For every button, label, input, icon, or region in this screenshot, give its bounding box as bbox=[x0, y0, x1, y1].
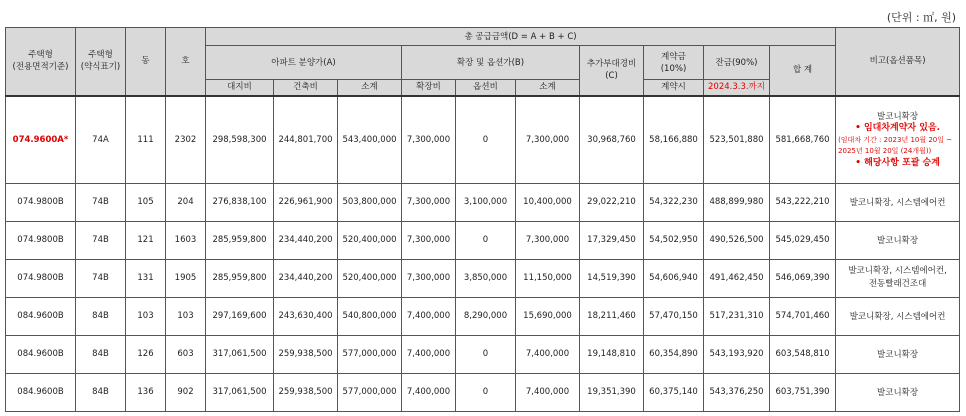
cell-ho: 204 bbox=[166, 183, 206, 221]
cell-short: 74B bbox=[76, 221, 126, 259]
cell-subtotal-a: 520,400,000 bbox=[338, 221, 402, 259]
header-total: 총 공급금액(D = A + B + C) bbox=[206, 28, 836, 46]
cell-dong: 105 bbox=[126, 183, 166, 221]
header-deposit-when: 계약시 bbox=[644, 80, 704, 96]
remark-text: 발코니확장 bbox=[877, 111, 919, 122]
cell-subtotal-b: 7,400,000 bbox=[516, 373, 580, 411]
cell-extra: 19,351,390 bbox=[580, 373, 644, 411]
header-dong: 동 bbox=[126, 28, 166, 96]
cell-short: 84B bbox=[76, 297, 126, 335]
cell-balance: 488,899,980 bbox=[704, 183, 770, 221]
table-row bbox=[6, 183, 960, 221]
header-subtotal-b: 소계 bbox=[516, 80, 580, 96]
cell-building: 234,440,200 bbox=[274, 221, 338, 259]
cell-subtotal-b: 11,150,000 bbox=[516, 259, 580, 297]
cell-option: 0 bbox=[456, 373, 516, 411]
cell-subtotal-b: 7,300,000 bbox=[516, 221, 580, 259]
header-option: 옵션비 bbox=[456, 80, 516, 96]
header-ext-opt: 확장 및 옵션가(B) bbox=[402, 46, 580, 80]
header-extra-cost: 추가부대경비(C) bbox=[580, 46, 644, 96]
cell-dong: 111 bbox=[126, 96, 166, 184]
cell-land: 298,598,300 bbox=[206, 96, 274, 184]
cell-expansion: 7,400,000 bbox=[402, 297, 456, 335]
cell-land: 285,959,800 bbox=[206, 259, 274, 297]
cell-ho: 603 bbox=[166, 335, 206, 373]
cell-expansion: 7,400,000 bbox=[402, 335, 456, 373]
cell-building: 243,630,400 bbox=[274, 297, 338, 335]
table-row bbox=[6, 96, 960, 184]
header-type-area: 주택형 (전용면적기준) bbox=[6, 28, 76, 96]
cell-deposit: 60,375,140 bbox=[644, 373, 704, 411]
remark-succession-note: • 해당사항 포괄 승계 bbox=[855, 157, 940, 168]
cell-deposit: 60,354,890 bbox=[644, 335, 704, 373]
cell-deposit: 54,322,230 bbox=[644, 183, 704, 221]
cell-deposit: 58,166,880 bbox=[644, 96, 704, 184]
table-row bbox=[6, 297, 960, 335]
header-deposit: 계약금 (10%) bbox=[644, 46, 704, 80]
cell-total: 543,222,210 bbox=[770, 183, 836, 221]
cell-subtotal-a: 577,000,000 bbox=[338, 373, 402, 411]
header-balance-when: 2024.3.3.까지 bbox=[704, 80, 770, 96]
cell-ho: 1905 bbox=[166, 259, 206, 297]
cell-deposit: 54,502,950 bbox=[644, 221, 704, 259]
table-row bbox=[6, 221, 960, 259]
remark-text-2: 전동빨래건조대 bbox=[868, 279, 927, 289]
cell-subtotal-a: 543,400,000 bbox=[338, 96, 402, 184]
header-balance: 잔금(90%) bbox=[704, 46, 770, 80]
cell-subtotal-b: 15,690,000 bbox=[516, 297, 580, 335]
cell-balance: 491,462,450 bbox=[704, 259, 770, 297]
cell-land: 317,061,500 bbox=[206, 335, 274, 373]
cell-expansion: 7,400,000 bbox=[402, 373, 456, 411]
cell-option: 0 bbox=[456, 221, 516, 259]
cell-type: 074.9800B bbox=[6, 259, 76, 297]
cell-remark: 발코니확장 bbox=[836, 335, 960, 373]
cell-extra: 30,968,760 bbox=[580, 96, 644, 184]
cell-total: 581,668,760 bbox=[770, 96, 836, 184]
cell-expansion: 7,300,000 bbox=[402, 96, 456, 184]
cell-ho: 1603 bbox=[166, 221, 206, 259]
header-type-short: 주택형 (약식표기) bbox=[76, 28, 126, 96]
cell-building: 226,961,900 bbox=[274, 183, 338, 221]
cell-balance: 543,193,920 bbox=[704, 335, 770, 373]
cell-remark: 발코니확장 bbox=[836, 373, 960, 411]
cell-balance: 543,376,250 bbox=[704, 373, 770, 411]
cell-dong: 121 bbox=[126, 221, 166, 259]
header-subtotal-a: 소계 bbox=[338, 80, 402, 96]
cell-deposit: 54,606,940 bbox=[644, 259, 704, 297]
cell-short: 74B bbox=[76, 259, 126, 297]
cell-option: 0 bbox=[456, 335, 516, 373]
cell-building: 244,801,700 bbox=[274, 96, 338, 184]
cell-building: 259,938,500 bbox=[274, 335, 338, 373]
table-row bbox=[6, 335, 960, 373]
cell-land: 276,838,100 bbox=[206, 183, 274, 221]
cell-dong: 103 bbox=[126, 297, 166, 335]
cell-type: 084.9600B bbox=[6, 297, 76, 335]
cell-dong: 131 bbox=[126, 259, 166, 297]
cell-dong: 126 bbox=[126, 335, 166, 373]
price-table bbox=[5, 27, 960, 412]
remark-lease-note: • 임대차계약자 있음. bbox=[855, 122, 941, 133]
cell-short: 74B bbox=[76, 183, 126, 221]
cell-type: 084.9600B bbox=[6, 373, 76, 411]
cell-short: 84B bbox=[76, 373, 126, 411]
cell-remark: 발코니확장, 시스템에어컨 bbox=[836, 297, 960, 335]
cell-total: 546,069,390 bbox=[770, 259, 836, 297]
header-expansion: 확장비 bbox=[402, 80, 456, 96]
cell-subtotal-a: 503,800,000 bbox=[338, 183, 402, 221]
cell-balance: 523,501,880 bbox=[704, 96, 770, 184]
header-apt-price: 아파트 분양가(A) bbox=[206, 46, 402, 80]
cell-remark bbox=[836, 259, 960, 297]
cell-type: 074.9600A* bbox=[6, 96, 76, 184]
cell-type: 074.9800B bbox=[6, 183, 76, 221]
cell-total: 603,751,390 bbox=[770, 373, 836, 411]
table-row bbox=[6, 373, 960, 411]
cell-subtotal-b: 10,400,000 bbox=[516, 183, 580, 221]
cell-subtotal-a: 540,800,000 bbox=[338, 297, 402, 335]
cell-balance: 490,526,500 bbox=[704, 221, 770, 259]
cell-remark bbox=[836, 96, 960, 184]
cell-type: 074.9800B bbox=[6, 221, 76, 259]
unit-label: (단위 : ㎡, 원) bbox=[886, 11, 956, 24]
cell-extra: 19,148,810 bbox=[580, 335, 644, 373]
cell-type: 084.9600B bbox=[6, 335, 76, 373]
cell-land: 317,061,500 bbox=[206, 373, 274, 411]
cell-subtotal-b: 7,400,000 bbox=[516, 335, 580, 373]
remark-text: 발코니확장, 시스템에어컨, bbox=[848, 266, 947, 276]
table-row bbox=[6, 259, 960, 297]
cell-expansion: 7,300,000 bbox=[402, 259, 456, 297]
cell-building: 259,938,500 bbox=[274, 373, 338, 411]
cell-short: 74A bbox=[76, 96, 126, 184]
cell-ho: 2302 bbox=[166, 96, 206, 184]
header-land: 대지비 bbox=[206, 80, 274, 96]
cell-short: 84B bbox=[76, 335, 126, 373]
cell-land: 285,959,800 bbox=[206, 221, 274, 259]
cell-total: 603,548,810 bbox=[770, 335, 836, 373]
cell-extra: 14,519,390 bbox=[580, 259, 644, 297]
remark-lease-period: (임대차 기간 : 2023년 10월 20일 ~ 2025년 10월 20일 (24개월)) bbox=[838, 135, 953, 155]
cell-building: 234,440,200 bbox=[274, 259, 338, 297]
cell-balance: 517,231,310 bbox=[704, 297, 770, 335]
cell-option: 3,850,000 bbox=[456, 259, 516, 297]
cell-subtotal-a: 577,000,000 bbox=[338, 335, 402, 373]
cell-total: 545,029,450 bbox=[770, 221, 836, 259]
cell-option: 3,100,000 bbox=[456, 183, 516, 221]
header-building: 건축비 bbox=[274, 80, 338, 96]
cell-extra: 29,022,210 bbox=[580, 183, 644, 221]
cell-expansion: 7,300,000 bbox=[402, 183, 456, 221]
cell-remark: 발코니확장 bbox=[836, 221, 960, 259]
cell-extra: 17,329,450 bbox=[580, 221, 644, 259]
cell-dong: 136 bbox=[126, 373, 166, 411]
cell-option: 8,290,000 bbox=[456, 297, 516, 335]
cell-option: 0 bbox=[456, 96, 516, 184]
header-ho: 호 bbox=[166, 28, 206, 96]
header-remark: 비고(옵션품목) bbox=[836, 28, 960, 96]
header-sum: 합 계 bbox=[770, 46, 836, 96]
cell-subtotal-b: 7,300,000 bbox=[516, 96, 580, 184]
cell-subtotal-a: 520,400,000 bbox=[338, 259, 402, 297]
cell-extra: 18,211,460 bbox=[580, 297, 644, 335]
cell-total: 574,701,460 bbox=[770, 297, 836, 335]
cell-ho: 103 bbox=[166, 297, 206, 335]
cell-remark: 발코니확장, 시스템에어컨 bbox=[836, 183, 960, 221]
cell-ho: 902 bbox=[166, 373, 206, 411]
cell-land: 297,169,600 bbox=[206, 297, 274, 335]
cell-expansion: 7,300,000 bbox=[402, 221, 456, 259]
cell-deposit: 57,470,150 bbox=[644, 297, 704, 335]
